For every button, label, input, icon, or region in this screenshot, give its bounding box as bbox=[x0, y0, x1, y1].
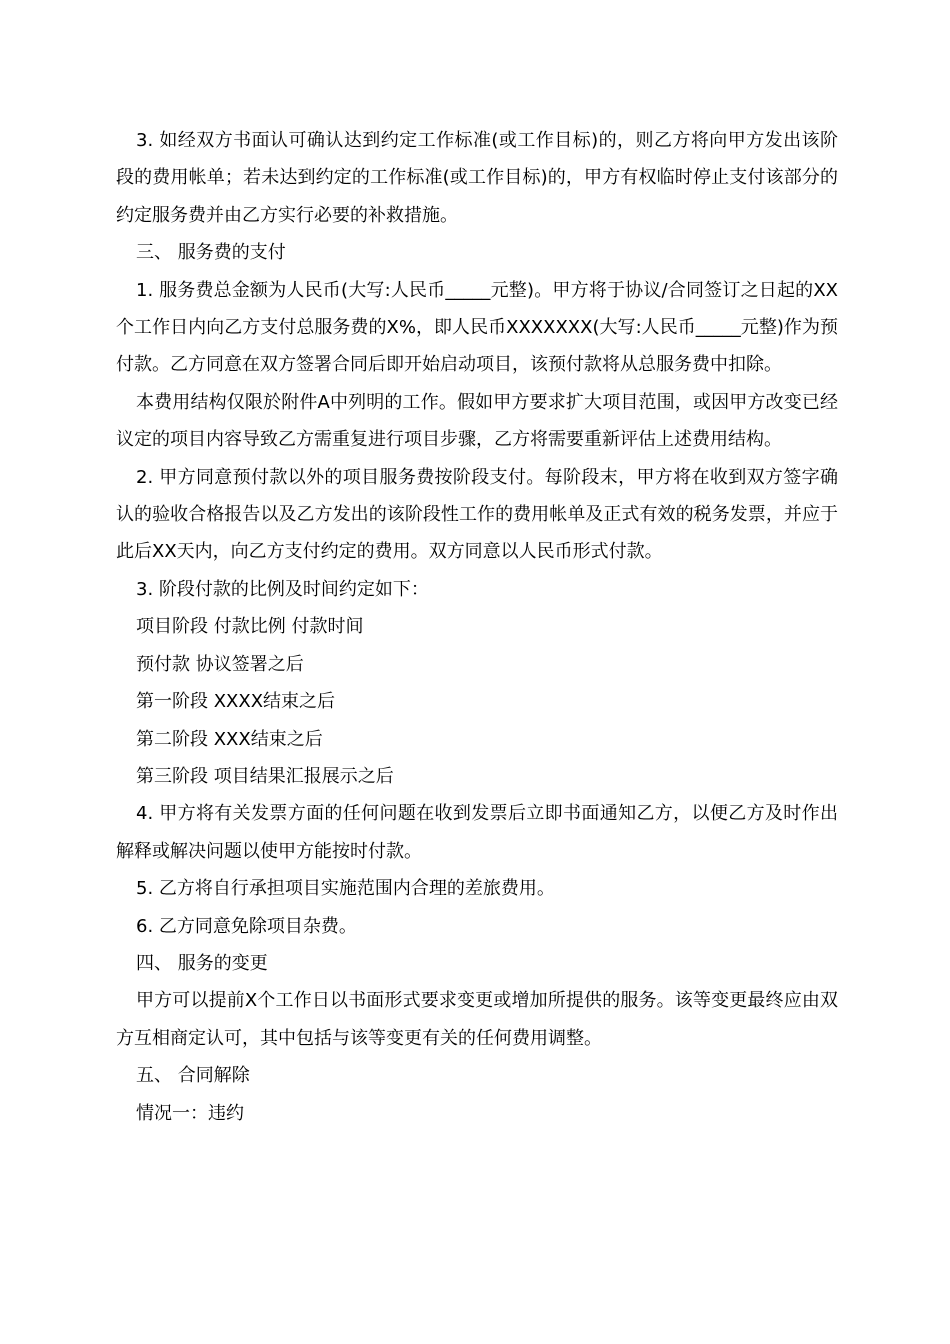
section-heading-3: 三、 服务费的支付 bbox=[136, 242, 286, 264]
paragraph-fee-structure: 本费用结构仅限於附件A中列明的工作。假如甲方要求扩大项目范围，或因甲方改变已经议定的项目内容导致乙方需重复进行项目步骤，乙方将需要重新评估上述费用结构。 bbox=[116, 391, 838, 451]
document-body bbox=[116, 122, 838, 1132]
paragraph-service-change: 甲方可以提前X个工作日以书面形式要求变更或增加所提供的服务。该等变更最终应由双方互相商定认可，其中包括与该等变更有关的任何费用调整。 bbox=[116, 990, 838, 1049]
payment-schedule-row: 第一阶段 XXXX结束之后 bbox=[136, 691, 336, 713]
paragraph-payment-1: 1. 服务费总金额为人民币(大写:人民币_____元整)。甲方将于协议/合同签订之日起的XX个工作日内向乙方支付总服务费的X%，即人民币XXXXXXX(大写:人民币_____元整)作为预付款。乙方同意在双方签署合同后即开始启动项目，该预付款将从总服务费中扣除。 bbox=[116, 279, 838, 376]
payment-schedule-row: 第三阶段 项目结果汇报展示之后 bbox=[136, 765, 394, 787]
paragraph-payment-5: 5. 乙方将自行承担项目实施范围内合理的差旅费用。 bbox=[136, 878, 555, 900]
payment-schedule-row: 第二阶段 XXX结束之后 bbox=[136, 728, 323, 750]
subheading-case-1: 情况一：违约 bbox=[136, 1102, 244, 1124]
paragraph-payment-6: 6. 乙方同意免除项目杂费。 bbox=[136, 915, 357, 937]
payment-schedule-row: 预付款 协议签署之后 bbox=[136, 653, 304, 675]
paragraph-payment-2: 2. 甲方同意预付款以外的项目服务费按阶段支付。每阶段末，甲方将在收到双方签字确认的验收合格报告以及乙方发出的该阶段性工作的费用帐单及正式有效的税务发票，并应于此后XX天内，向乙方支付约定的费用。双方同意以人民币形式付款。 bbox=[116, 466, 838, 563]
paragraph-payment-3: 3. 阶段付款的比例及时间约定如下： bbox=[136, 578, 429, 600]
paragraph-clause-3-billing: 3. 如经双方书面认可确认达到约定工作标准(或工作目标)的，则乙方将向甲方发出该阶段的费用帐单；若未达到约定的工作标准(或工作目标)的，甲方有权临时停止支付该部分的约定服务费并由乙方实行必要的补救措施。 bbox=[116, 130, 838, 226]
section-heading-4: 四、 服务的变更 bbox=[136, 952, 268, 974]
payment-schedule-header: 项目阶段 付款比例 付款时间 bbox=[136, 616, 364, 638]
paragraph-payment-4: 4. 甲方将有关发票方面的任何问题在收到发票后立即书面通知乙方，以便乙方及时作出解释或解决问题以使甲方能按时付款。 bbox=[116, 803, 838, 862]
section-heading-5: 五、 合同解除 bbox=[136, 1065, 250, 1087]
